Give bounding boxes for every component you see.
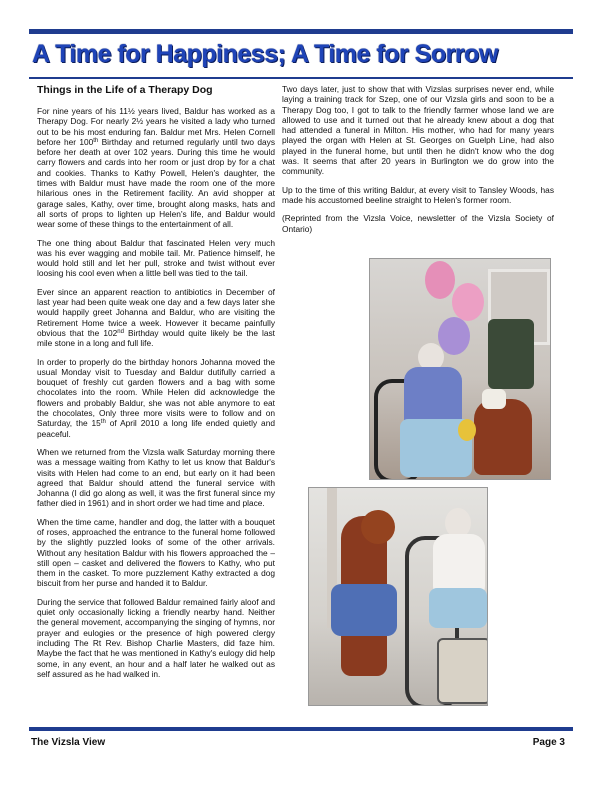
- dog-vest: [331, 584, 397, 636]
- section-heading: Things in the Life of a Therapy Dog: [37, 84, 213, 96]
- paragraph: Ever since an apparent reaction to antibiotics in December of last year had been quite weak one day and a few days later she would happily greet Johanna and Baldur, who are visiting the Retirement Home twice a week. However it became painfully obvious that the 102nd Birthday would quite likely be the last mile stone in a long and full life.: [37, 286, 276, 349]
- footer-rule: [29, 727, 573, 731]
- paragraph: Up to the time of this writing Baldur, at every visit to Tansley Woods, has made his accustomed beeline straight to Helen's former room.: [282, 184, 554, 205]
- right-column: [282, 84, 554, 242]
- dog: [474, 399, 532, 475]
- blanket: [429, 588, 487, 628]
- bag: [437, 638, 488, 704]
- article-title: A Time for Happiness; A Time for Sorrow: [32, 40, 498, 68]
- paragraph: When the time came, handler and dog, the latter with a bouquet of roses, approached the entrance to the funeral home followed by the slightly puzzled looks of some of the other arrivals. Without any hesitation Baldur with his flowers approached the – still open – casket and delivered the flowers to Kathy, who put them in the casket. To more puzzlement Kathy extracted a dog biscuit from her purse and handed it to Baldur.: [37, 516, 275, 589]
- balloon-pink: [452, 283, 484, 321]
- header-top-rule: [29, 29, 573, 34]
- header-bottom-rule: [29, 77, 573, 79]
- flowers: [458, 419, 476, 441]
- dog-hat: [482, 389, 506, 409]
- left-column: [37, 84, 275, 687]
- balloon-purple: [438, 317, 470, 355]
- dog-head: [361, 510, 395, 544]
- paragraph: During the service that followed Baldur remained fairly aloof and quiet only occasionally licking a friendly nearby hand. Neither the general movement, accompanying the singing of hymns, nor prayer and eulogies or the presence of high powered clergy including The Rt Rev. Bishop Charlie Masters, did faze him. Maybe the fact that he was mentioned in Kathy's eulogy did help some, in any event, an hour and a half later he walked out as self assured as he had walked in.: [37, 596, 275, 679]
- balloon-pink: [425, 261, 455, 299]
- paragraph: When we returned from the Vizsla walk Saturday morning there was a message waiting from Kathy to let us know that Baldur's visits with Helen had come to an end, but early on it had been agreed that Baldur should attend the funeral service with Johanna (I did go along as well, it was the first funeral since my father died in 1961) and in short order we had time and place.: [37, 446, 275, 509]
- photo-birthday-balloons: [369, 258, 551, 480]
- page-number: Page 3: [532, 737, 565, 748]
- reprint-note: (Reprinted from the Vizsla Voice, newsletter of the Vizsla Society of Ontario): [282, 213, 554, 234]
- paragraph: For nine years of his 11½ years lived, Baldur has worked as a Therapy Dog. For nearly 2½ years he visited a lady who turned out to be his most enduring fan. Baldur met Mrs. Helen Cornell before her 100th Birthday and returned regularly until two days before her death at over 102 years. During this time he would carry flowers and cards into her room or just drop by for a chat and cookies. Thanks to Kathy Powell, Helen's daughter, the times with Baldur must have made the room one of the more hilarious ones in the Retirement facility. An avid shopper at garage sales, Kathy, over time, brought along masks, hats and all sorts of props to lighten up Helen's life, and Baldur would wear some of these things to the entertainment of all.: [37, 106, 275, 230]
- paragraph: In order to properly do the birthday honors Johanna moved the usual Monday visit to Tuesday and Baldur dutifully carried a bouquet of freshly cut garden flowers and a bag with some chocolates into the room. While Helen did acknowledge the flowers and probably Baldur, she was not able anymore to eat the chocolates, Only three more visits were to follow and on Saturday, the 15th of April 2010 a long life ended quietly and peaceful.: [37, 356, 275, 439]
- publication-name: The Vizsla View: [31, 737, 106, 748]
- photo-dog-visit: [308, 487, 488, 706]
- armchair: [488, 319, 534, 389]
- paragraph: The one thing about Baldur that fascinated Helen very much was his ever wagging and mobile tail. Mr. Patience himself, he would hold still and let her pull, stroke and twist without ever loosing his cool even when a little bell was tied to the tail.: [37, 237, 275, 279]
- paragraph: Two days later, just to show that with Vizslas surprises never end, while laying a training track for Szep, one of our Vizsla girls and soon to be a Therapy Dog too, I got to talk to the friendly farmer whose land we are allowed to use and it turned out that he already knew about a dog that had attended a funeral in Milton. His mother, who had for many years played the organ with Helen at St. Georges on Guelph Line, had also played in the funeral home, but until then he didn't know who the dog was. It seems that after 20 years in Burlington we do grow into the community.: [282, 84, 554, 177]
